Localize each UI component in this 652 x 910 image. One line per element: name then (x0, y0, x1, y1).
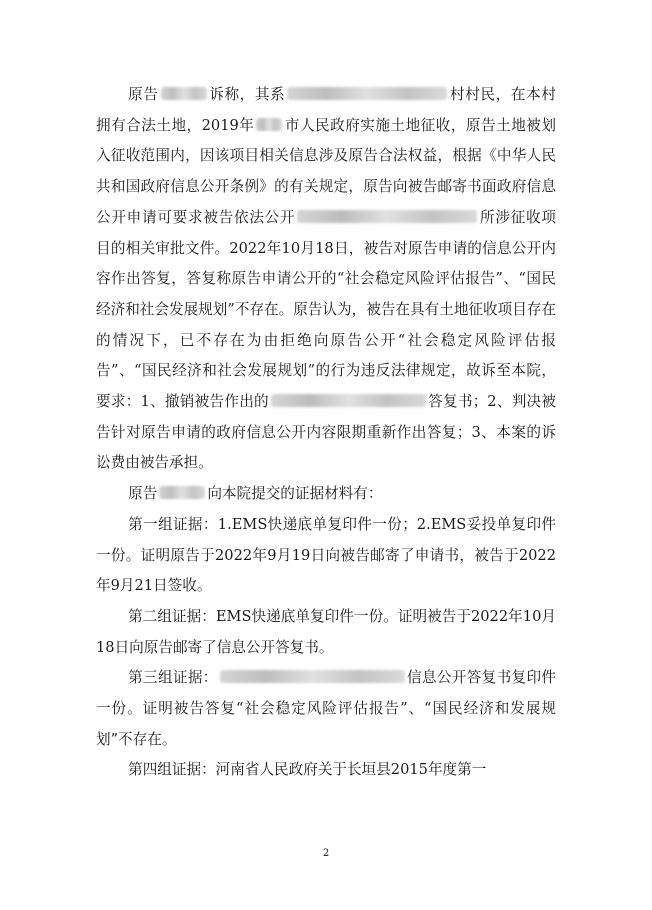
paragraph-text: 信息公开答复书复印件一份。证明被告答复“社会稳定风险评估报告”、“国民经济和发展规划”不存在。 (96, 669, 556, 748)
paragraph-text: 向本院提交的证据材料有： (207, 485, 383, 503)
paragraph-text: 原告 (128, 485, 158, 503)
redaction-block (287, 87, 447, 100)
paragraph-text: 所涉征收项目的相关审批文件。2022年10月18日，被告对原告申请的信息公开内容作出答复，答复称原告申请公开的“社会稳定风险评估报告”、“国民经济和社会发展规划”不存在。原告认为，被告在具有土地征收项目存在的情况下，已不存在为由拒绝向原告公开“社会稳定风险评估报告”、“国民经济和社会发展规划”的行为违反法律规定，故诉至本院，要求：1、撤销被告作出的 (96, 208, 556, 411)
redaction-block (256, 118, 282, 131)
paragraph (96, 755, 556, 786)
paragraph-text: 第四组证据：河南省人民政府关于长垣县2015年度第一 (128, 761, 487, 779)
paragraph-text: 市人民政府实施土地征收，原告土地被划入征收范围内，因该项目相关信息涉及原告合法权益，根据《中华人民共和国政府信息公开条例》的有关规定，原告向被告邮寄书面政府信息公开申请可要求被告依法公开 (96, 116, 556, 226)
page-number: 2 (322, 848, 330, 859)
paragraph-text: 原告 (128, 86, 159, 103)
paragraph (96, 80, 556, 479)
paragraph-text: 村村民，在本村拥有合法土地，2019年 (96, 86, 556, 134)
redaction-block (297, 210, 477, 223)
redaction-block (220, 670, 405, 683)
paragraph-text: 第三组证据： (128, 669, 218, 687)
paragraph (96, 602, 556, 663)
paragraph (96, 479, 556, 510)
document-body (96, 80, 556, 786)
paragraph-text: 第一组证据：1.EMS快递底单复印件一份；2.EMS妥投单复印件一份。证明原告于2022年9月19日向被告邮寄了申请书，被告于2022年9月21日签收。 (96, 515, 556, 595)
redaction-block (159, 486, 205, 499)
redaction-block (271, 394, 426, 407)
paragraph-text: 答复书；2、判决被告针对原告申请的政府信息公开内容限期重新作出答复；3、本案的诉讼费由被告承担。 (96, 393, 556, 472)
paragraph (96, 663, 556, 755)
paragraph-text: 诉称，其系 (208, 86, 286, 103)
paragraph (96, 510, 556, 602)
paragraph-text: 第二组证据：EMS快递底单复印件一份。证明被告于2022年10月18日向原告邮寄了信息公开答复书。 (96, 607, 556, 656)
redaction-block (161, 87, 207, 100)
